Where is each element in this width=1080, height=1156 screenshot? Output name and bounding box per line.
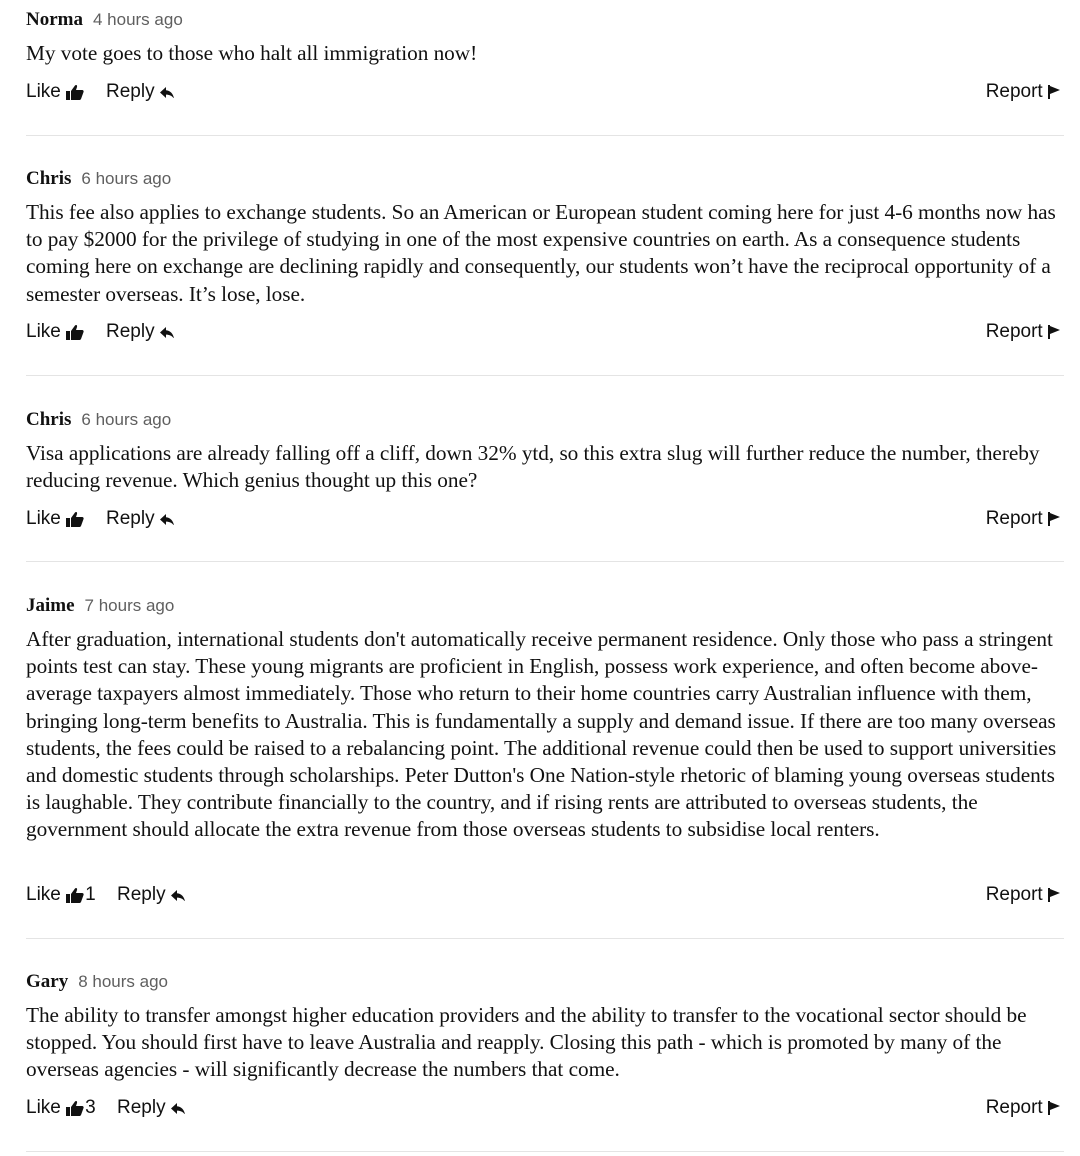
comment-divider (26, 1151, 1064, 1152)
comment-actions (26, 1095, 1060, 1121)
reply-label: Reply (117, 884, 166, 905)
thumbs-up-icon (66, 887, 84, 903)
comment-author[interactable]: Jaime (26, 595, 75, 616)
reply-arrow-icon (160, 513, 174, 525)
report-button[interactable] (986, 506, 1060, 532)
report-button[interactable] (986, 319, 1060, 345)
comment-divider (26, 938, 1064, 939)
like-button[interactable] (26, 1095, 96, 1121)
reply-label: Reply (106, 508, 155, 529)
report-button[interactable] (986, 882, 1060, 908)
comment-timestamp: 6 hours ago (81, 410, 172, 429)
like-label: Like (26, 508, 61, 529)
like-count: 1 (85, 884, 96, 905)
flag-icon (1048, 512, 1060, 526)
reply-label: Reply (117, 1097, 166, 1118)
reply-label: Reply (106, 321, 155, 342)
flag-icon (1048, 888, 1060, 902)
comment-body: After graduation, international students don't automatically receive permanent residence. Only those who pass a stringent points test can stay. These young migrants are proficient in English, possess work experience, and often become above-average taxpayers almost immediately. Those who return to their home countries carry Australian influence with them, bringing long-term benefits to Australia. This is fundamentally a supply and demand issue. If there are too many overseas students, the fees could be raised to a rebalancing point. The additional revenue could then be used to support universities and domestic students through scholarships. Peter Dutton's One Nation-style rhetoric of blaming young overseas students is laughable. They contribute financially to the country, and if rising rents are attributed to overseas students, the government should allocate the extra revenue from those overseas students to subsidise local renters. (26, 627, 1057, 842)
like-label: Like (26, 81, 61, 102)
comment-timestamp: 7 hours ago (84, 596, 175, 615)
comment-body: My vote goes to those who halt all immigration now! (26, 41, 478, 65)
like-button[interactable] (26, 79, 85, 105)
comment-timestamp: 4 hours ago (92, 10, 183, 29)
report-label: Report (985, 1097, 1043, 1118)
comment-meta (26, 406, 171, 434)
thumbs-up-icon (66, 1100, 84, 1116)
thumbs-up-icon (66, 511, 84, 527)
comment-actions (26, 882, 1060, 908)
reply-button[interactable] (106, 79, 174, 105)
comment-divider (26, 561, 1064, 562)
reply-arrow-icon (160, 86, 174, 98)
like-label: Like (26, 321, 61, 342)
like-button[interactable] (26, 506, 85, 532)
comment-meta (26, 6, 183, 34)
thumbs-up-icon (66, 84, 84, 100)
flag-icon (1048, 85, 1060, 99)
report-button[interactable] (986, 1095, 1060, 1121)
like-button[interactable] (26, 319, 85, 345)
reply-button[interactable] (106, 506, 174, 532)
reply-arrow-icon (171, 1102, 185, 1114)
thumbs-up-icon (66, 324, 84, 340)
comment-divider (26, 375, 1064, 376)
report-label: Report (985, 321, 1043, 342)
comment-timestamp: 8 hours ago (78, 972, 169, 991)
comment-author[interactable]: Chris (26, 168, 72, 189)
flag-icon (1048, 1101, 1060, 1115)
comment-divider (26, 135, 1064, 136)
reply-label: Reply (106, 81, 155, 102)
flag-icon (1048, 325, 1060, 339)
comment-meta (26, 968, 168, 996)
report-label: Report (985, 508, 1043, 529)
like-label: Like (26, 884, 61, 905)
comment-timestamp: 6 hours ago (81, 169, 172, 188)
comment-body: The ability to transfer amongst higher education providers and the ability to transfer to the vocational sector should be stopped. You should first have to leave Australia and reapply. Closing this path - which is promoted by many of the overseas agencies - will significantly decrease the numbers that come. (26, 1003, 1027, 1082)
comment-author[interactable]: Gary (26, 971, 69, 992)
reply-arrow-icon (171, 889, 185, 901)
comment-body: Visa applications are already falling off a cliff, down 32% ytd, so this extra slug will further reduce the number, thereby reducing revenue. Which genius thought up this one? (26, 441, 1040, 493)
comment-meta (26, 165, 171, 193)
report-button[interactable] (986, 79, 1060, 105)
reply-button[interactable] (117, 1095, 185, 1121)
comment-actions (26, 506, 1060, 532)
reply-button[interactable] (117, 882, 185, 908)
like-label: Like (26, 1097, 61, 1118)
report-label: Report (985, 884, 1043, 905)
comment-meta (26, 592, 174, 620)
comment-actions (26, 79, 1060, 105)
like-count: 3 (85, 1097, 96, 1118)
like-button[interactable] (26, 882, 96, 908)
report-label: Report (985, 81, 1043, 102)
reply-arrow-icon (160, 326, 174, 338)
comment-body: This fee also applies to exchange students. So an American or European student coming here for just 4-6 months now has to pay $2000 for the privilege of studying in one of the most expensive countries on earth. As a consequence students coming here on exchange are declining rapidly and consequently, our students won’t have the reciprocal opportunity of a semester overseas. It’s lose, lose. (26, 200, 1056, 306)
comment-author[interactable]: Chris (26, 409, 72, 430)
reply-button[interactable] (106, 319, 174, 345)
comment-actions (26, 319, 1060, 345)
comment-author[interactable]: Norma (26, 9, 83, 30)
